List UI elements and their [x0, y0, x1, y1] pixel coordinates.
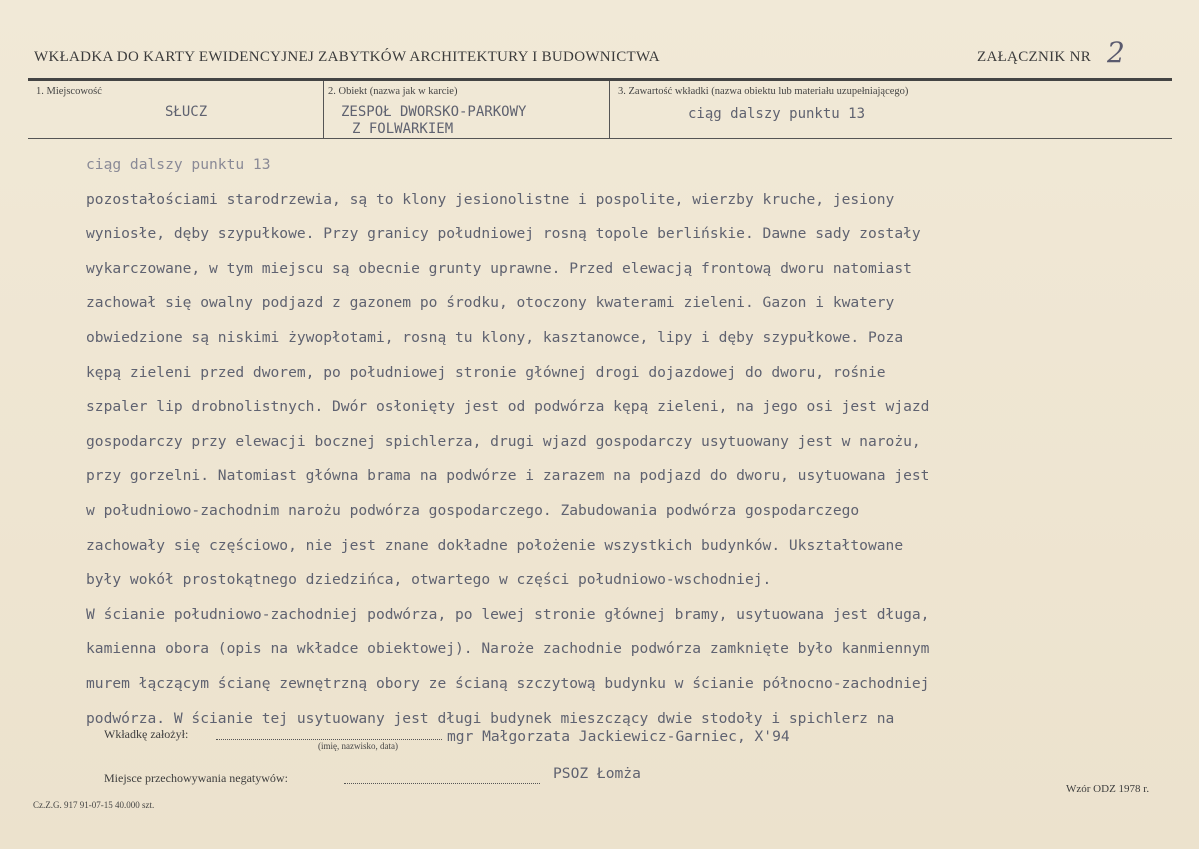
continuation-line: ciąg dalszy punktu 13 — [86, 156, 271, 173]
field-value-object-line-1: ZESPOŁ DWORSKO-PARKOWY — [341, 104, 527, 120]
header-rule — [28, 78, 1172, 81]
field-label-contents: 3. Zawartość wkładki (nazwa obiektu lub materiału uzupełniającego) — [618, 86, 909, 97]
body-line: przy gorzelni. Natomiast główna brama na podwórze i zarazem na podjazd do dworu, usytuowana jest — [86, 467, 930, 485]
field-value-contents: ciąg dalszy punktu 13 — [688, 106, 866, 122]
template-code: Wzór ODZ 1978 r. — [1066, 783, 1150, 795]
field-value-object-line-2: Z FOLWARKIEM — [352, 121, 454, 137]
body-line: szpaler lip drobnolistnych. Dwór osłonięty jest od podwórza kępą zieleni, na jego osi jest wjazd — [86, 398, 930, 416]
body-line: obwiedzione są niskimi żywopłotami, rosną tu klony, kasztanowce, lipy i dęby szypułkowe. Poza — [86, 328, 904, 346]
field-value-locality: SŁUCZ — [165, 104, 208, 120]
field-divider — [323, 81, 324, 138]
body-line: były wokół prostokątnego dziedzińca, otwartego w części południowo-wschodniej. — [86, 571, 772, 589]
field-label-object: 2. Obiekt (nazwa jak w karcie) — [328, 86, 458, 97]
author-label: Wkładkę założył: — [104, 727, 189, 741]
typed-body — [86, 148, 1086, 736]
negatives-label: Miejsce przechowywania negatywów: — [104, 771, 288, 785]
body-line: murem łączącym ścianę zewnętrzną obory ze ścianą szczytową budynku w ścianie północno-zachodniej — [86, 674, 930, 692]
negatives-dotted-line — [344, 782, 540, 784]
body-line: zachował się owalny podjazd z gazonem po środku, otoczony kwaterami zieleni. Gazon i kwatery — [86, 294, 895, 312]
body-line: wykarczowane, w tym miejscu są obecnie grunty uprawne. Przed elewacją frontową dworu natomiast — [86, 259, 912, 277]
body-line: podwórza. W ścianie tej usytuowany jest długi budynek mieszczący dwie stodoły i spichlerz na — [86, 709, 895, 727]
body-line: kępą zieleni przed dworem, po południowej stronie głównej drogi dojazdowej do dworu, rośnie — [86, 363, 886, 381]
body-line: w południowo-zachodnim narożu podwórza gospodarczego. Zabudowania podwórza gospodarczego — [86, 501, 860, 519]
body-line: gospodarczy przy elewacji bocznej spichlerza, drugi wjazd gospodarczy usytuowany jest w narożu, — [86, 432, 921, 450]
negatives-value: PSOZ Łomża — [553, 765, 641, 782]
attachment-label: ZAŁĄCZNIK NR — [977, 49, 1092, 65]
body-line: pozostałościami starodrzewia, są to klony jesionolistne i pospolite, wierzby kruche, jesiony — [86, 190, 895, 208]
author-value: mgr Małgorzata Jackiewicz-Garniec, X'94 — [447, 728, 790, 745]
body-line: kamienna obora (opis na wkładce obiektowej). Naroże zachodnie podwórza zamknięte było kanmiennym — [86, 640, 930, 658]
field-divider — [609, 81, 610, 138]
print-info: Cz.Z.G. 917 91-07-15 40.000 szt. — [33, 800, 155, 810]
body-line: wyniosłe, dęby szypułkowe. Przy granicy południowej rosną topole berlińskie. Dawne sady zostały — [86, 225, 921, 243]
author-hint: (imię, nazwisko, data) — [318, 741, 398, 751]
author-dotted-line — [216, 738, 442, 740]
fields-bottom-rule — [28, 138, 1172, 139]
body-line: W ścianie południowo-zachodniej podwórza, po lewej stronie głównej bramy, usytuowana jest długa, — [86, 605, 930, 623]
form-title: WKŁADKA DO KARTY EWIDENCYJNEJ ZABYTKÓW ARCHITEKTURY I BUDOWNICTWA — [34, 49, 660, 65]
body-line: zachowały się częściowo, nie jest znane dokładne położenie wszystkich budynków. Ukształtowane — [86, 536, 904, 554]
field-label-locality: 1. Miejscowość — [36, 86, 102, 97]
attachment-number: 2 — [1107, 36, 1125, 69]
